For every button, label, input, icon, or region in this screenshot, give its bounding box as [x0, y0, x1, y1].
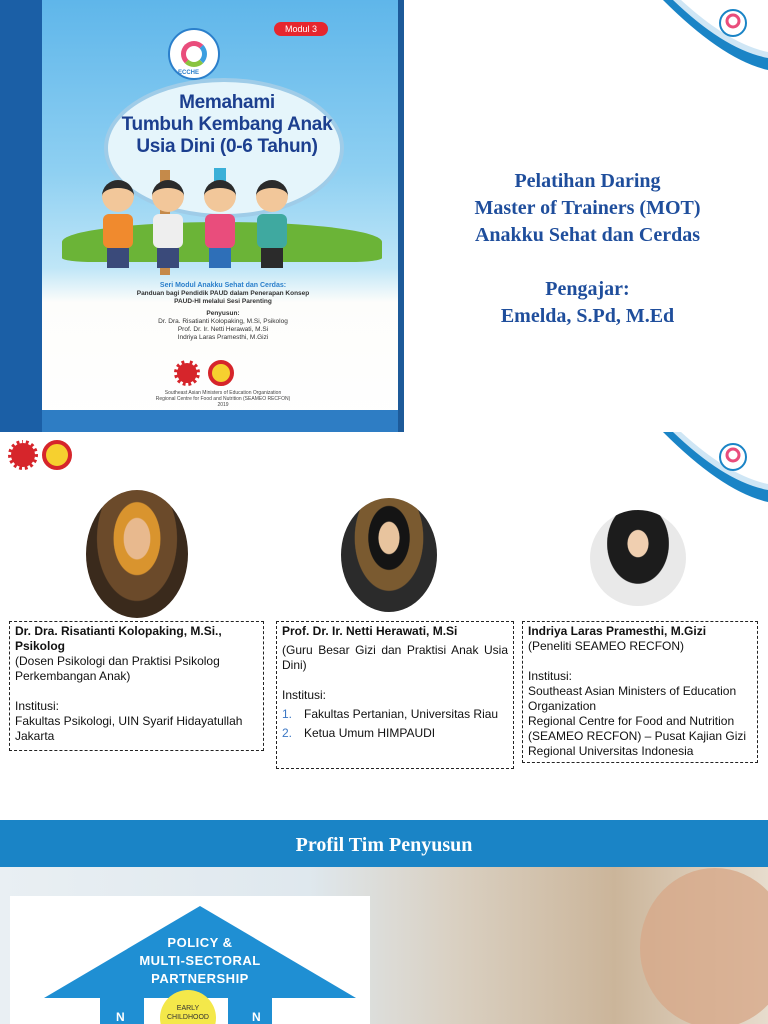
cover-series-info	[42, 282, 404, 342]
partner-logos	[8, 440, 72, 470]
module-cover-image	[42, 0, 404, 432]
cover-title-line: Memahami	[179, 92, 275, 113]
author-name: Dr. Dra. Risatianti Kolopaking, M.Si.,	[15, 624, 222, 638]
institusi-label: Institusi:	[15, 699, 60, 713]
training-info	[440, 168, 735, 330]
instructor-label: Pengajar:	[545, 278, 630, 300]
cover-logo-text: ECCHE	[178, 70, 200, 76]
footer-line: Regional Centre for Food and Nutrition (SEAMEO RECFON)	[155, 396, 291, 402]
author-role: (Dosen Psikologi dan Praktisi Psikolog Perkembangan Anak)	[15, 654, 220, 683]
sun-logo-icon	[208, 360, 234, 386]
author-photo	[590, 510, 686, 606]
section-header: Profil Tim Penyusun	[0, 820, 768, 867]
author-photo	[86, 490, 188, 618]
series-title: Seri Modul Anakku Sehat dan Cerdas:	[159, 282, 287, 289]
corner-swoosh-logo-icon	[663, 432, 768, 502]
cover-blue-strip	[42, 410, 404, 432]
author-bio-card	[522, 621, 758, 763]
series-subtitle: Panduan bagi Pendidik PAUD dalam Penerapan Konsep PAUD-HI melalui Sesi Parenting	[136, 290, 310, 305]
instructor-name: Emelda, S.Pd, M.Ed	[500, 305, 675, 327]
author-name: Indriya Laras Pramesthi, M.Gizi	[528, 624, 707, 638]
child-illustration	[252, 180, 292, 270]
cover-partner-logos	[164, 360, 244, 386]
roof-line: POLICY &	[167, 935, 233, 950]
gear-logo-icon	[8, 440, 38, 470]
author-role: (Guru Besar Gizi dan Praktisi Anak Usia Dini)	[282, 643, 508, 672]
cover-title-line: Tumbuh Kembang Anak	[121, 114, 333, 135]
penyusun-item: Prof. Dr. Ir. Netti Herawati, M.Si	[177, 326, 269, 333]
slide-1	[0, 0, 768, 432]
institusi-text: Southeast Asian Ministers of Education Organization	[528, 684, 737, 713]
penyusun-item: Dr. Dra. Risatianti Kolopaking, M.Si, Psikolog	[158, 318, 288, 325]
roof-line: MULTI-SECTORAL	[139, 953, 261, 968]
corner-swoosh-logo-icon	[663, 0, 768, 70]
slide-2	[0, 432, 768, 820]
author-bio-card	[9, 621, 264, 751]
pillar-letter: N	[116, 1010, 125, 1024]
training-title: Pelatihan Daring	[514, 170, 661, 192]
institusi-list	[282, 707, 508, 741]
author-role: (Peneliti SEAMEO RECFON)	[528, 639, 685, 653]
early-childhood-circle: EARLY CHILDHOOD	[160, 990, 216, 1024]
institusi-label: Institusi:	[282, 688, 327, 702]
author-name-suffix: Psikolog	[15, 639, 66, 653]
footer-line: 2019	[217, 402, 229, 408]
training-program: Master of Trainers (MOT)	[474, 197, 701, 219]
list-item	[282, 707, 508, 722]
footer-line: Southeast Asian Ministers of Education Organization	[164, 390, 282, 396]
author-photo	[341, 498, 437, 612]
right-pillar	[228, 998, 272, 1024]
cover-title	[82, 92, 372, 158]
cover-spine	[398, 0, 404, 432]
author-name: Prof. Dr. Ir. Netti Herawati, M.Si	[282, 624, 458, 638]
slide-3	[0, 820, 768, 1024]
modul-tag: Modul 3	[274, 22, 328, 36]
roof-label	[84, 934, 316, 988]
roof-line: PARTNERSHIP	[151, 971, 249, 986]
list-number: 2.	[282, 726, 293, 740]
list-item	[282, 726, 508, 741]
penyusun-item: Indriya Laras Pramesthi, M.Gizi	[177, 334, 269, 341]
list-text: Ketua Umum HIMPAUDI	[304, 726, 436, 740]
institusi-text: Regional Centre for Food and Nutrition (SEAMEO RECFON) – Pusat Kajian Gizi Regional Universitas Indonesia	[528, 714, 747, 758]
pillar-letter: N	[252, 1010, 261, 1024]
gear-logo-icon	[174, 360, 200, 386]
child-illustration	[98, 180, 138, 270]
penyusun-label: Penyusun:	[206, 310, 240, 317]
left-accent-bar	[0, 0, 42, 432]
cover-footer	[42, 390, 404, 408]
author-bio-card	[276, 621, 514, 769]
institusi-label: Institusi:	[528, 669, 573, 683]
sun-logo-icon	[42, 440, 72, 470]
list-number: 1.	[282, 707, 293, 721]
cover-title-line: Usia Dini (0-6 Tahun)	[136, 136, 318, 157]
child-illustration	[200, 180, 240, 270]
training-theme: Anakku Sehat dan Cerdas	[474, 224, 701, 246]
child-illustration	[148, 180, 188, 270]
institusi-text: Fakultas Psikologi, UIN Syarif Hidayatullah Jakarta	[15, 714, 243, 743]
list-text: Fakultas Pertanian, Universitas Riau	[304, 707, 499, 721]
